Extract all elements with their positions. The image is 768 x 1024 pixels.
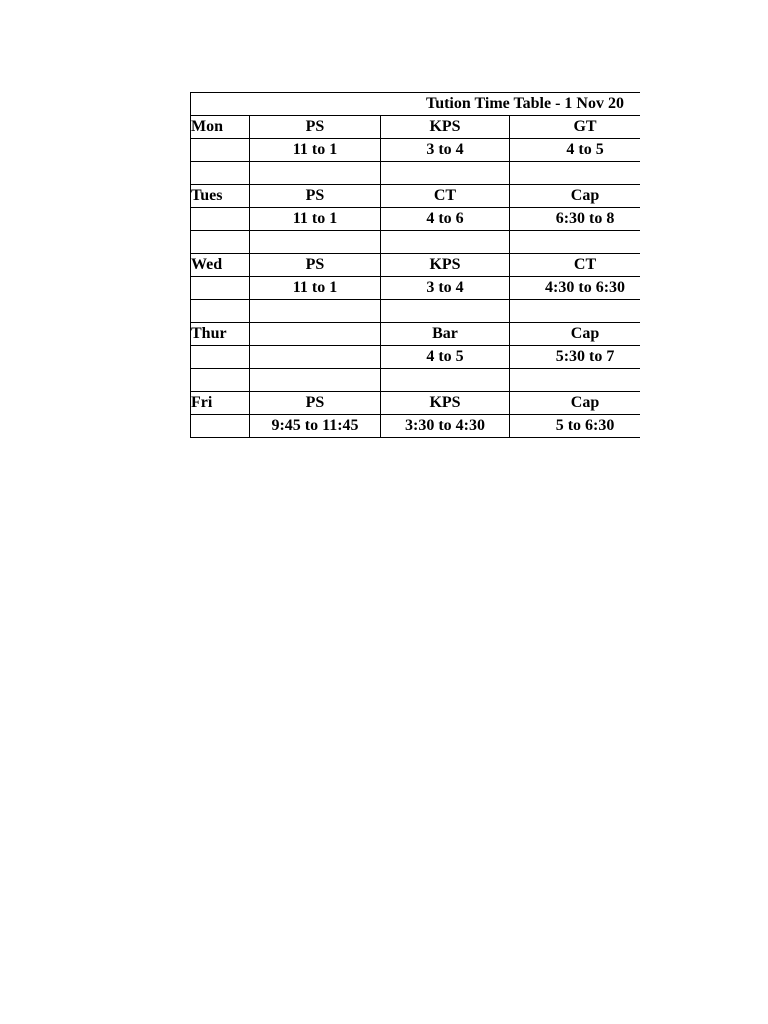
schedule-cell: PS <box>250 254 381 277</box>
table-row <box>191 300 641 323</box>
table-row <box>191 415 641 438</box>
schedule-cell: 11 to 1 <box>250 277 381 300</box>
schedule-cell: 4 to 6 <box>381 208 510 231</box>
table-row <box>191 162 641 185</box>
schedule-cell <box>381 162 510 185</box>
day-cell <box>191 346 250 369</box>
timetable-title: Tution Time Table - 1 Nov 20 <box>426 95 624 112</box>
schedule-cell <box>250 369 381 392</box>
day-cell: Fri <box>191 392 250 415</box>
table-row <box>191 208 641 231</box>
schedule-cell: 5 to 6:30 <box>510 415 641 438</box>
schedule-cell: 11 to 1 <box>250 139 381 162</box>
schedule-cell: PS <box>250 392 381 415</box>
schedule-cell: 3 to 4 <box>381 139 510 162</box>
schedule-cell <box>250 346 381 369</box>
table-row <box>191 369 641 392</box>
schedule-cell <box>510 162 641 185</box>
schedule-cell <box>381 231 510 254</box>
table-row <box>191 185 641 208</box>
day-cell: Thur <box>191 323 250 346</box>
day-cell <box>191 300 250 323</box>
schedule-cell <box>250 162 381 185</box>
day-cell <box>191 139 250 162</box>
schedule-cell: KPS <box>381 254 510 277</box>
table-row <box>191 346 641 369</box>
table-row <box>191 323 641 346</box>
title-row <box>191 93 641 116</box>
table-row <box>191 231 641 254</box>
schedule-cell <box>510 300 641 323</box>
table-row <box>191 254 641 277</box>
day-cell: Tues <box>191 185 250 208</box>
schedule-cell: 4 to 5 <box>510 139 641 162</box>
schedule-cell <box>381 300 510 323</box>
schedule-cell: 3:30 to 4:30 <box>381 415 510 438</box>
day-cell <box>191 208 250 231</box>
schedule-cell: CT <box>510 254 641 277</box>
schedule-cell: Cap <box>510 185 641 208</box>
schedule-cell: 6:30 to 8 <box>510 208 641 231</box>
table-row <box>191 116 641 139</box>
schedule-cell: 3 to 4 <box>381 277 510 300</box>
schedule-cell: KPS <box>381 392 510 415</box>
title-cell <box>191 93 641 116</box>
table-row <box>191 392 641 415</box>
timetable-table <box>190 92 640 438</box>
schedule-cell: PS <box>250 116 381 139</box>
schedule-cell: 9:45 to 11:45 <box>250 415 381 438</box>
day-cell: Wed <box>191 254 250 277</box>
schedule-cell: KPS <box>381 116 510 139</box>
schedule-cell: Bar <box>381 323 510 346</box>
schedule-cell: GT <box>510 116 641 139</box>
schedule-cell: 4:30 to 6:30 <box>510 277 641 300</box>
timetable-sheet <box>190 92 640 438</box>
schedule-cell: 11 to 1 <box>250 208 381 231</box>
day-cell <box>191 369 250 392</box>
schedule-cell <box>381 369 510 392</box>
schedule-cell: Cap <box>510 323 641 346</box>
schedule-cell: CT <box>381 185 510 208</box>
schedule-cell <box>250 323 381 346</box>
schedule-cell: 5:30 to 7 <box>510 346 641 369</box>
table-row <box>191 139 641 162</box>
table-row <box>191 277 641 300</box>
day-cell <box>191 231 250 254</box>
schedule-cell: 4 to 5 <box>381 346 510 369</box>
schedule-cell: Cap <box>510 392 641 415</box>
schedule-cell <box>250 300 381 323</box>
schedule-cell: PS <box>250 185 381 208</box>
schedule-cell <box>510 231 641 254</box>
day-cell <box>191 277 250 300</box>
day-cell <box>191 415 250 438</box>
day-cell <box>191 162 250 185</box>
day-cell: Mon <box>191 116 250 139</box>
schedule-cell <box>250 231 381 254</box>
schedule-cell <box>510 369 641 392</box>
